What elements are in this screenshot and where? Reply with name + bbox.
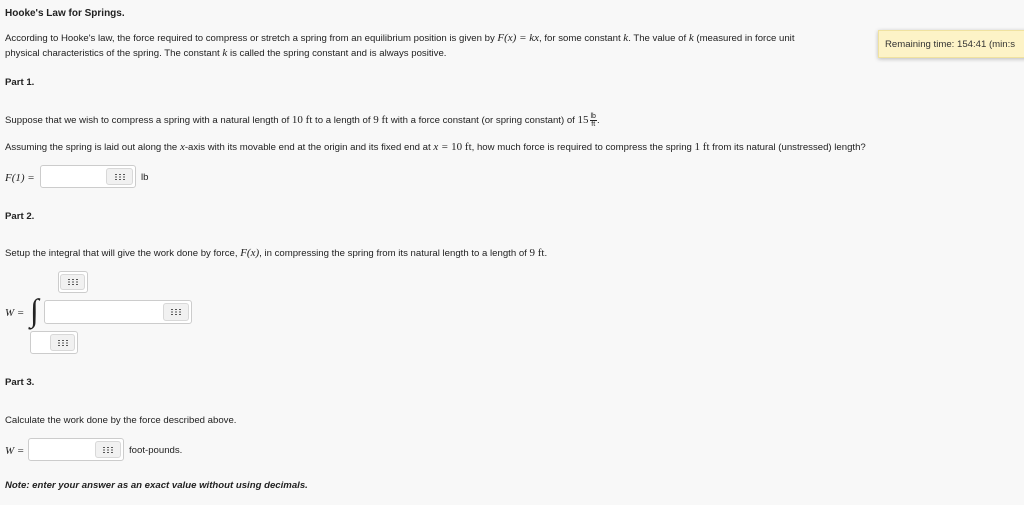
integral-sign: ∫ (30, 292, 39, 328)
intro-line-1: According to Hooke's law, the force required to compress or stretch a spring from an equilibrium position is given by F(x) = kx, for some constant k. The value of k (measured in force unit (5, 32, 795, 44)
part1-question-1: Suppose that we wish to compress a spring with a natural length of 10 ft to a length of 9 ft with a force constant (or spring constant) of 15 $\frac{lb}{ft}$ . (5, 113, 600, 128)
part3-label: Part 3. (5, 377, 35, 388)
note-text: Note: enter your answer as an exact value without using decimals. (5, 480, 308, 491)
integrand-keypad-button[interactable] (163, 303, 189, 321)
part1-keypad-button[interactable] (106, 168, 133, 185)
keypad-icon (115, 174, 125, 180)
part2-label: Part 2. (5, 211, 35, 222)
part1-label: Part 1. (5, 77, 35, 88)
part3-answer-unit: foot-pounds. (129, 445, 183, 456)
keypad-icon (68, 279, 78, 285)
part3-answer-label: W = (5, 445, 25, 457)
part3-keypad-button[interactable] (95, 441, 121, 458)
part2-question: Setup the integral that will give the work done by force, F(x), in compressing the spring from its natural length to a length of 9 ft. (5, 247, 548, 259)
part2-answer-label: W = (5, 307, 25, 319)
intro-line-2: physical characteristics of the spring. The constant k is called the spring constant and is always positive. (5, 47, 447, 59)
lower-limit-keypad-button[interactable] (50, 334, 75, 351)
part1-answer-unit: lb (141, 172, 149, 183)
keypad-icon (58, 340, 68, 346)
remaining-time-badge: Remaining time: 154:41 (min:s (878, 30, 1024, 58)
keypad-icon (103, 447, 113, 453)
keypad-icon (171, 309, 181, 315)
part1-answer-label: F(1) = (5, 172, 35, 184)
page-title: Hooke's Law for Springs. (5, 8, 125, 19)
upper-limit-keypad-button[interactable] (60, 274, 85, 290)
part1-question-2: Assuming the spring is laid out along the x-axis with its movable end at the origin and its fixed end at x = 10 ft, how much force is required to compress the spring 1 ft from its natural (unstressed) length? (5, 141, 866, 153)
part3-question: Calculate the work done by the force described above. (5, 415, 237, 426)
